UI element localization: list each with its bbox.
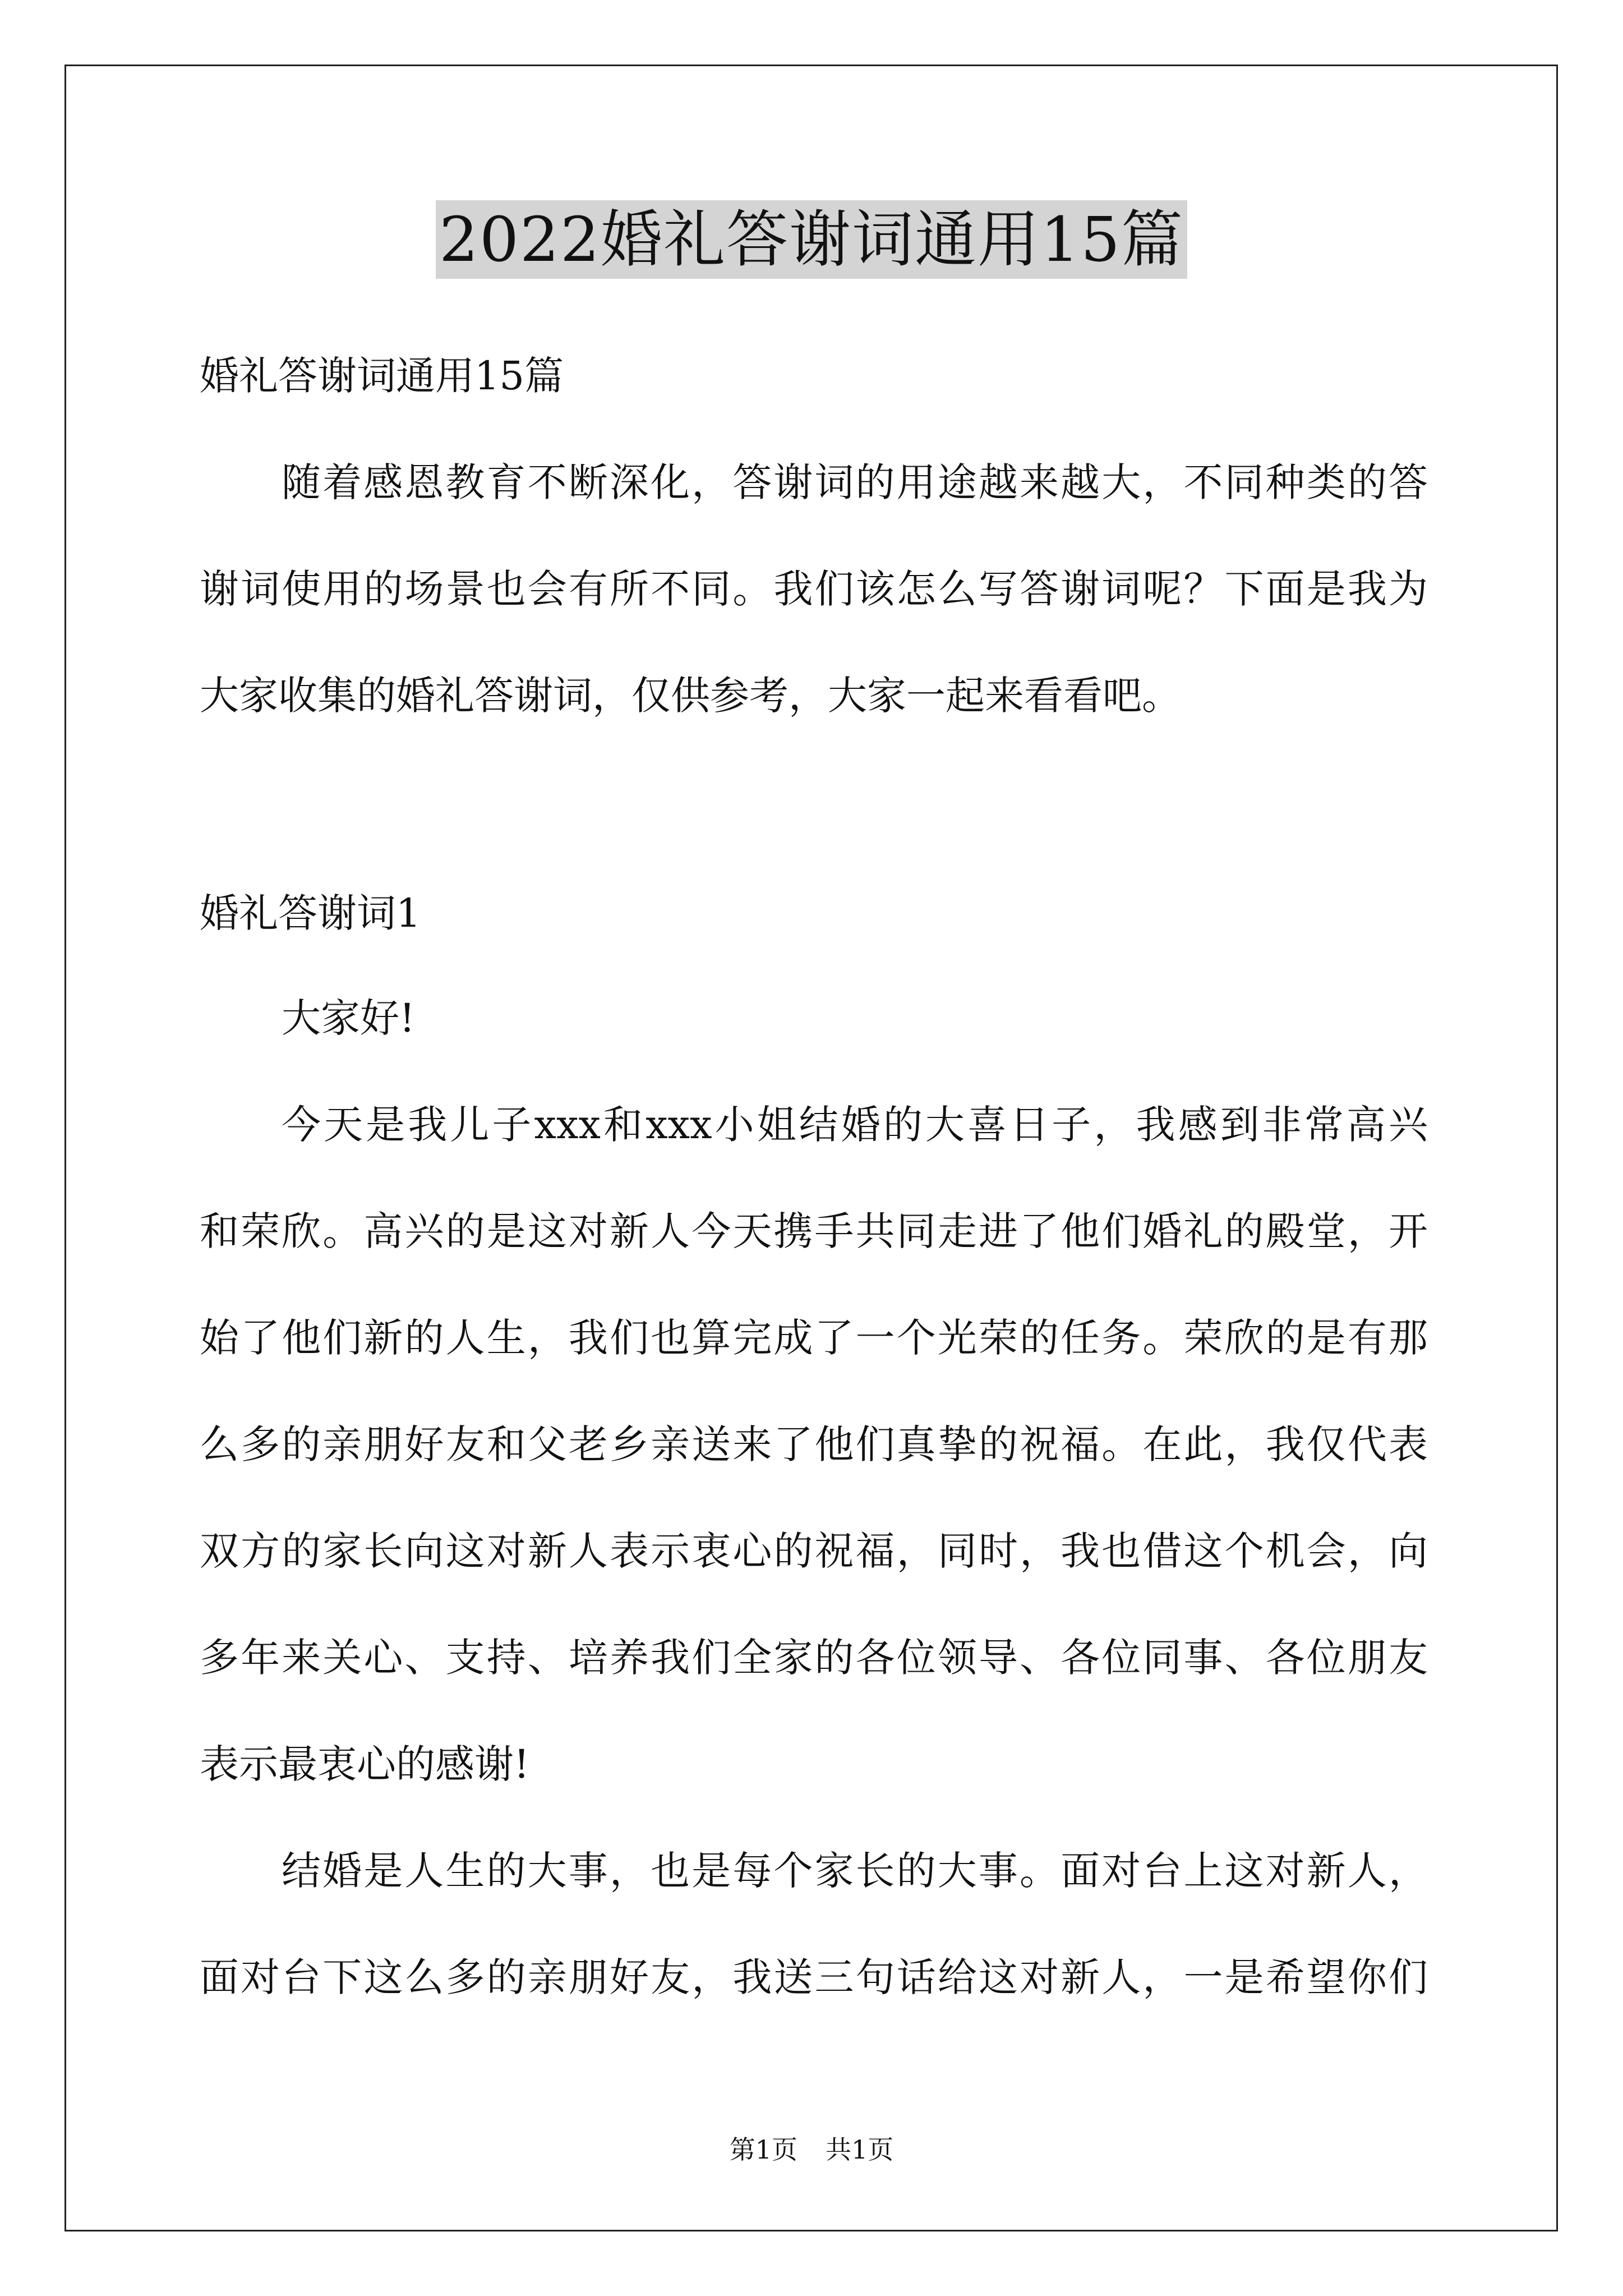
paragraph-line: 和荣欣。高兴的是这对新人今天携手共同走进了他们婚礼的殿堂，开 [200,1208,1428,1254]
intro-line: 谢词使用的场景也会有所不同。我们该怎么写答谢词呢？下面是我为 [200,566,1428,612]
title-container [0,200,1623,279]
paragraph-line: 双方的家长向这对新人表示衷心的祝福，同时，我也借这个机会，向 [200,1528,1428,1574]
page-number: 第1页 [729,2134,797,2165]
intro-line: 随着感恩教育不断深化，答谢词的用途越来越大，不同种类的答 [282,459,1428,505]
page-total: 共1页 [826,2134,894,2165]
paragraph-line: 多年来关心、支持、培养我们全家的各位领导、各位同事、各位朋友 [200,1635,1428,1681]
intro-line: 大家收集的婚礼答谢词，仅供参考，大家一起来看看吧。 [200,673,1181,719]
section-heading: 婚礼答谢词1 [200,890,421,936]
paragraph-line: 表示最衷心的感谢! [200,1741,530,1787]
page-footer [0,2133,1623,2166]
document-title: 2022婚礼答谢词通用15篇 [436,200,1187,279]
paragraph-line: 么多的亲朋好友和父老乡亲送来了他们真挚的祝福。在此，我仅代表 [200,1421,1428,1467]
paragraph-line: 始了他们新的人生，我们也算完成了一个光荣的任务。荣欣的是有那 [200,1315,1428,1361]
paragraph-line: 结婚是人生的大事，也是每个家长的大事。面对台上这对新人， [282,1848,1428,1894]
paragraph-line: 面对台下这么多的亲朋好友，我送三句话给这对新人，一是希望你们 [200,1954,1428,2000]
document-subtitle: 婚礼答谢词通用15篇 [200,353,564,399]
paragraph-line: 今天是我儿子xxx和xxx小姐结婚的大喜日子，我感到非常高兴 [282,1102,1428,1148]
greeting-line: 大家好! [282,995,416,1041]
